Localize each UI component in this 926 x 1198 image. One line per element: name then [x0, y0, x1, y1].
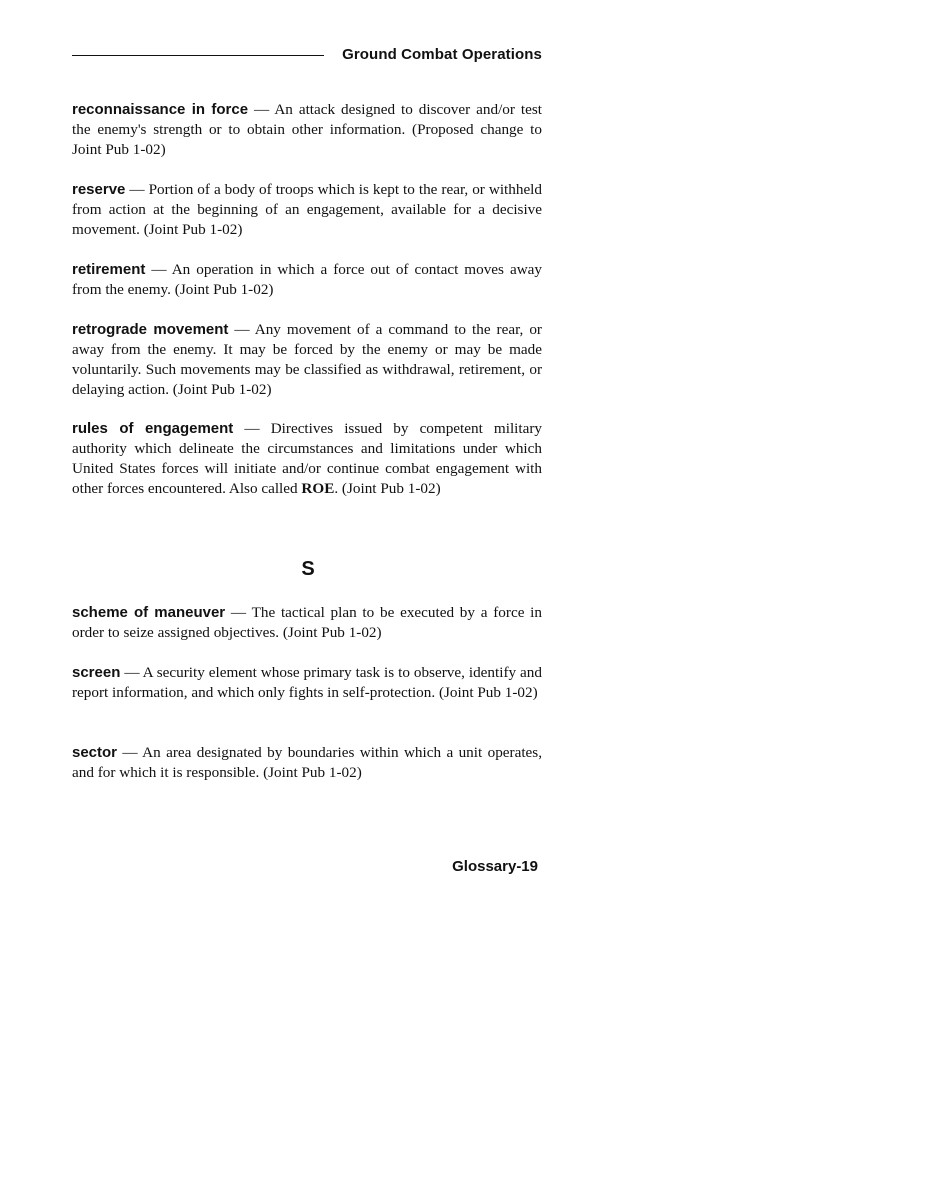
glossary-definition: An area designated by boundaries within which a unit operates, and for which it is responsible. (Joint Pub 1-02): [72, 744, 542, 781]
term-dash: —: [117, 744, 143, 761]
glossary-entry-reconnaissance-in-force: [72, 100, 542, 160]
term-dash: —: [120, 664, 143, 681]
term-dash: —: [228, 321, 255, 338]
header-title: Ground Combat Operations: [342, 46, 542, 63]
glossary-entry-retirement: [72, 260, 542, 300]
term-dash: —: [125, 181, 149, 198]
glossary-definition: Any movement of a command to the rear, or away from the enemy. It may be forced by the enemy or may be made voluntarily. Such movements may be classified as withdrawal, retirement, or delaying action. (Joint Pub 1-02): [72, 321, 542, 398]
acronym-roe: ROE: [301, 480, 335, 497]
glossary-term: reconnaissance in force: [72, 101, 249, 118]
term-dash: —: [225, 604, 252, 621]
glossary-term: scheme of maneuver: [72, 604, 226, 621]
glossary-definition: An operation in which a force out of contact moves away from the enemy. (Joint Pub 1-02): [72, 261, 542, 298]
glossary-entry-scheme-of-maneuver: [72, 603, 542, 643]
page-number: Glossary-19: [452, 858, 538, 875]
glossary-definition: Directives issued by competent military authority which delineate the circumstances and limitations under which United States forces will initiate and/or continue combat engagement with other forces encountered. Also called: [72, 420, 543, 497]
term-dash: —: [248, 101, 275, 118]
glossary-term: retirement: [72, 261, 146, 278]
running-header: [72, 44, 544, 68]
glossary-definition: A security element whose primary task is to observe, identify and report information, and which only fights in self-protection. (Joint Pub 1-02): [72, 664, 542, 701]
section-letter-heading: S: [301, 558, 315, 580]
glossary-entry-retrograde-movement: [72, 320, 542, 400]
glossary-term: retrograde movement: [72, 321, 229, 338]
term-dash: —: [233, 420, 271, 437]
glossary-entry-reserve: [72, 180, 542, 240]
glossary-term: rules of engagement: [72, 420, 234, 437]
glossary-definition: The tactical plan to be executed by a force in order to seize assigned objectives. (Joint Pub 1-02): [72, 604, 542, 641]
glossary-definition: Portion of a body of troops which is kept to the rear, or withheld from action at the beginning of an engagement, available for a decisive movement. (Joint Pub 1-02): [72, 181, 542, 238]
glossary-definition-end: . (Joint Pub 1-02): [334, 480, 441, 497]
glossary-term: sector: [72, 744, 118, 761]
glossary-term: reserve: [72, 181, 126, 198]
header-rule: [72, 55, 324, 56]
term-dash: —: [145, 261, 172, 278]
glossary-definition: An attack designed to discover and/or test the enemy's strength or to obtain other information. (Proposed change to Joint Pub 1-02): [72, 101, 542, 158]
glossary-entry-rules-of-engagement: [72, 419, 542, 499]
glossary-term: screen: [72, 664, 121, 681]
glossary-entry-sector: [72, 743, 542, 783]
glossary-entry-screen: [72, 663, 542, 703]
